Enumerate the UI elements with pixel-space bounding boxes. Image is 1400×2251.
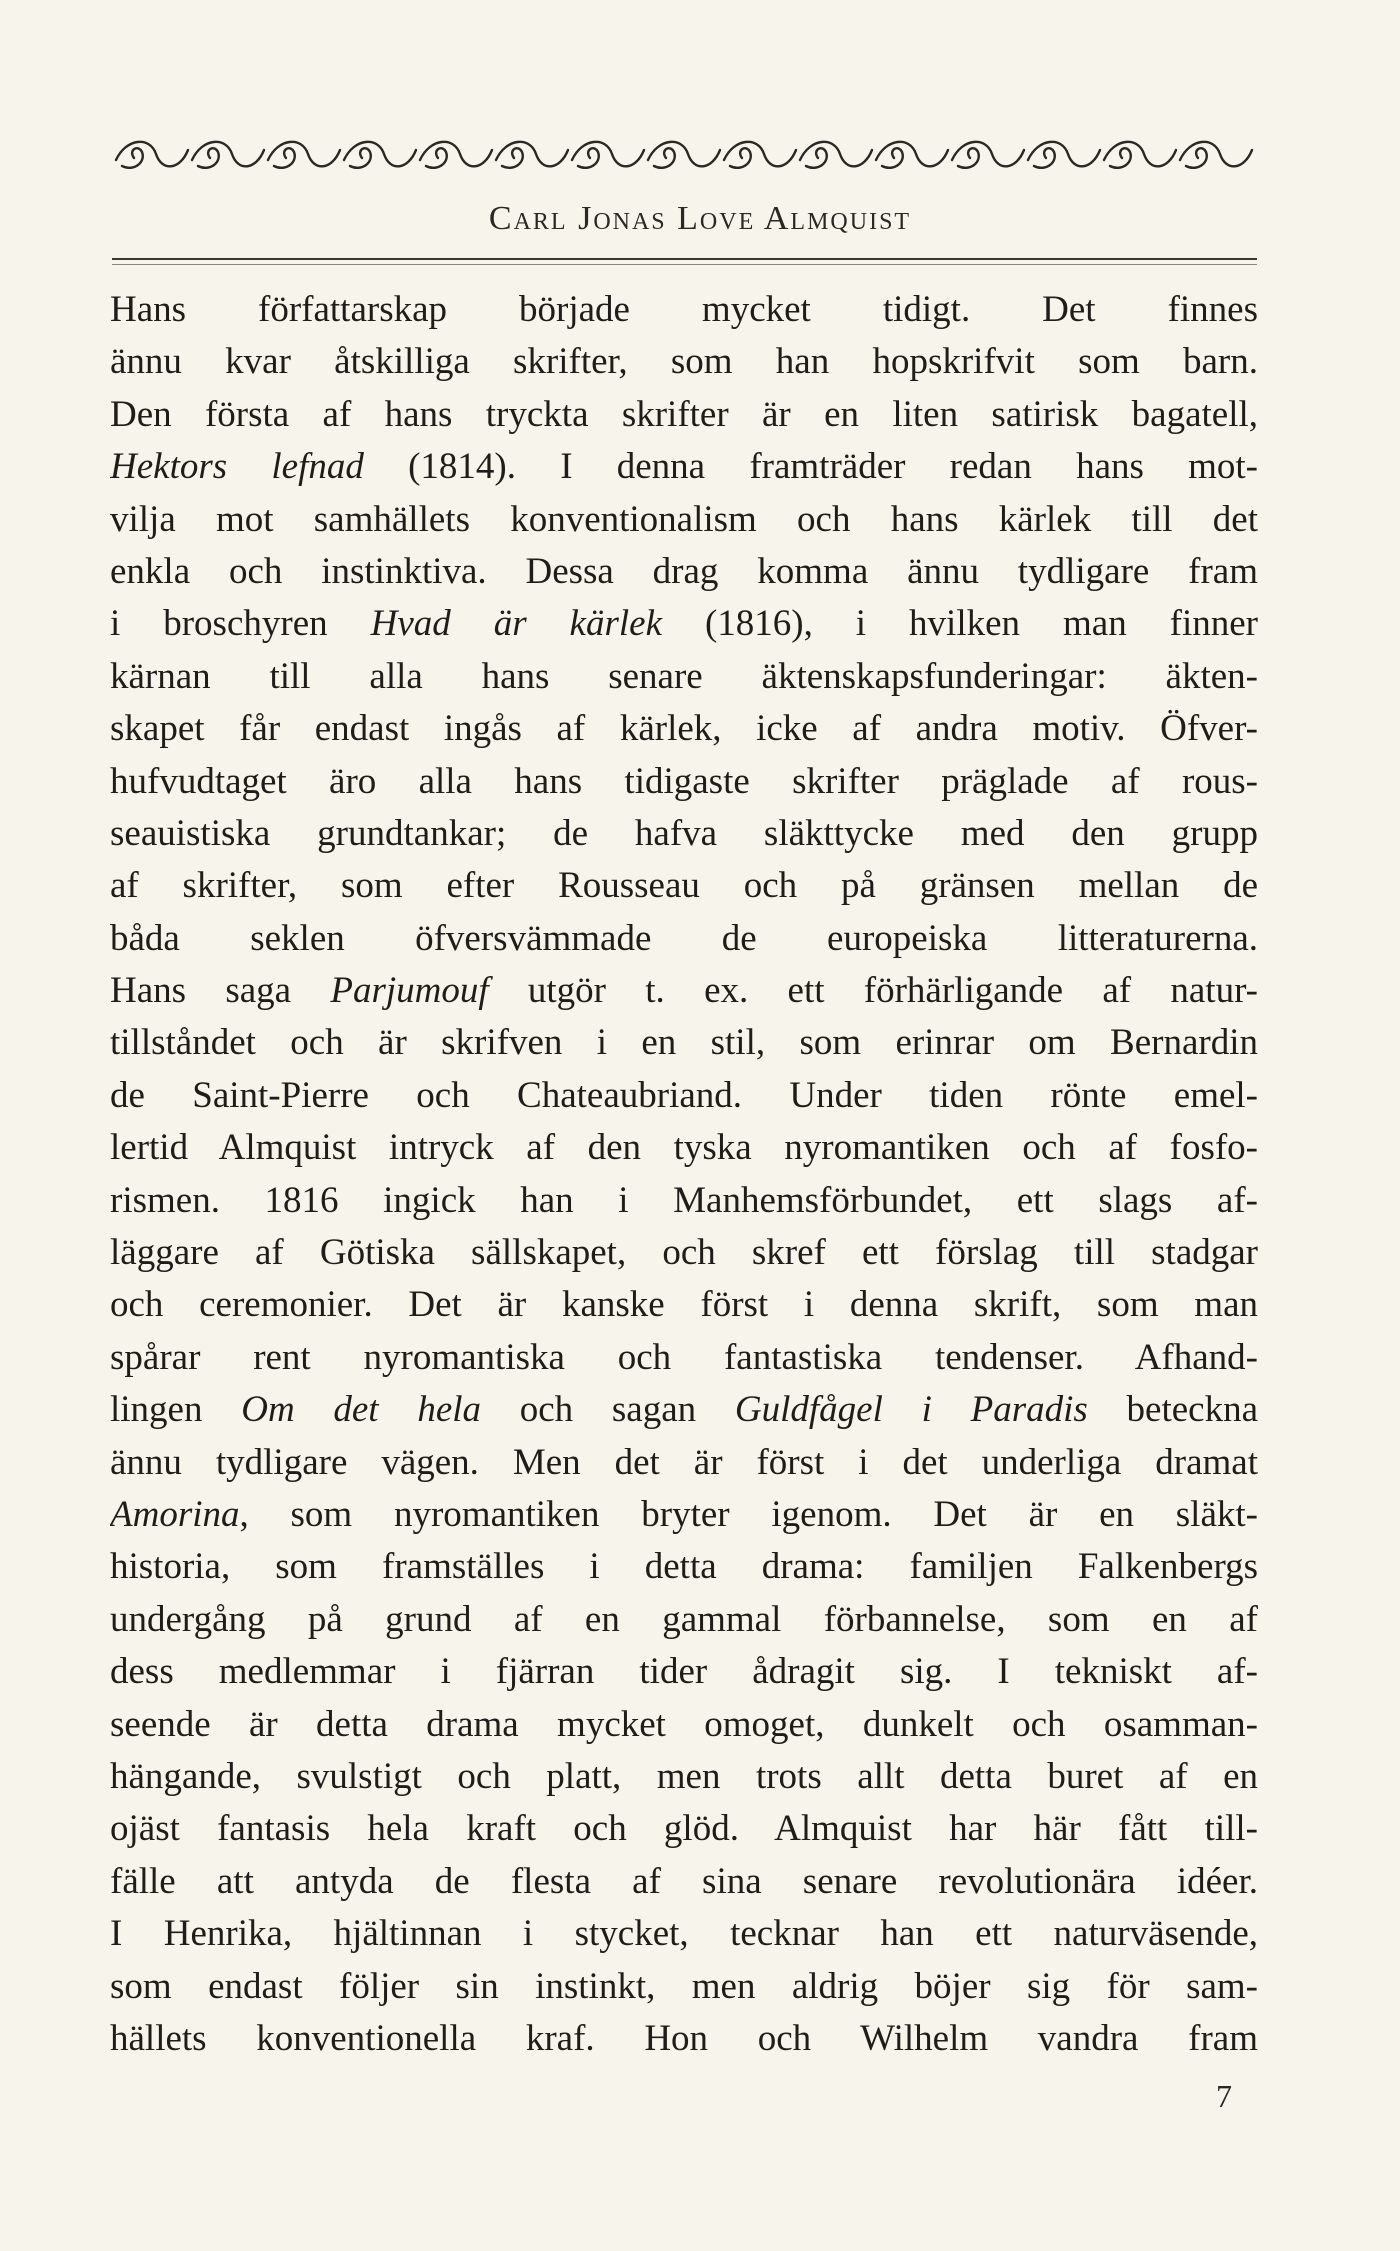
ornament-curl xyxy=(1034,148,1055,168)
ornament-swirl xyxy=(1180,142,1252,166)
text-line xyxy=(110,598,1258,650)
header-rule xyxy=(112,258,1257,260)
ornament-swirl xyxy=(724,142,796,166)
ornament-swirl xyxy=(344,142,416,166)
ornament-curl xyxy=(1110,148,1131,168)
ornament-swirl xyxy=(952,142,1024,166)
header-rule-thin xyxy=(112,264,1257,265)
ornament-curl xyxy=(578,148,599,168)
text-line xyxy=(110,1908,1258,1960)
text-line xyxy=(110,1122,1258,1174)
text-line xyxy=(110,965,1258,1017)
text-line xyxy=(110,1017,1258,1069)
text-line xyxy=(110,808,1258,860)
text-segment: (1814). I denna framträder redan hans mot- xyxy=(363,446,1258,488)
text-line xyxy=(110,1541,1258,1593)
text-segment: lingen xyxy=(110,1389,242,1431)
ornament-swirl xyxy=(648,142,720,166)
ornament-curl xyxy=(882,148,903,168)
text-line xyxy=(110,756,1258,808)
ornament-swirl xyxy=(1028,142,1100,166)
italic-title: Amorina xyxy=(110,1493,240,1535)
text-line xyxy=(110,1594,1258,1646)
ornament-curl xyxy=(502,148,523,168)
text-segment: Hans författarskap började mycket tidigt. Det finnes xyxy=(110,289,1258,330)
italic-title: Om det hela xyxy=(241,1389,482,1431)
text-segment: seauistiska grundtankar; de hafva släkttycke med den grupp xyxy=(110,812,1258,854)
text-segment: seende är detta drama mycket omoget, dunkelt och osamman- xyxy=(110,1703,1258,1745)
italic-title: Hektors lefnad xyxy=(110,446,364,488)
ornament-curl xyxy=(654,148,675,168)
ornament-curl xyxy=(730,148,751,168)
text-line xyxy=(110,1384,1258,1436)
text-segment: , som nyromantiken bryter igenom. Det är en släkt- xyxy=(239,1493,1258,1535)
text-segment: läggare af Götiska sällskapet, och skref ett förslag till stadgar xyxy=(110,1232,1258,1274)
ornament-swirl xyxy=(496,142,568,166)
running-title: Carl Jonas Love Almquist xyxy=(488,200,912,237)
text-segment: de Saint-Pierre och Chateaubriand. Under tiden rönte emel- xyxy=(110,1074,1258,1116)
ornament-swirl xyxy=(800,142,872,166)
text-line xyxy=(110,336,1258,388)
text-segment: undergång på grund af en gammal förbannelse, som en af xyxy=(110,1598,1258,1640)
text-segment: beteckna xyxy=(1087,1389,1258,1431)
text-segment: ännu kvar åtskilliga skrifter, som han hopskrifvit som barn. xyxy=(110,341,1258,383)
text-segment: fälle att antyda de flesta af sina senare revolutionära idéer. xyxy=(110,1860,1258,1902)
text-line xyxy=(110,389,1258,441)
text-segment: tillståndet och är skrifven i en stil, som erinrar om Bernardin xyxy=(110,1022,1258,1064)
ornament-swirl xyxy=(420,142,492,166)
text-line xyxy=(110,703,1258,755)
text-line xyxy=(110,546,1258,598)
text-line xyxy=(110,494,1258,546)
ornament-swirl xyxy=(116,142,188,166)
text-segment: skapet får endast ingås af kärlek, icke af andra motiv. Öfver- xyxy=(110,708,1258,750)
text-segment: lertid Almquist intryck af den tyska nyromantiken och af fosfo- xyxy=(110,1127,1258,1169)
ornament-curl xyxy=(198,148,219,168)
text-line xyxy=(110,1332,1258,1384)
text-line xyxy=(110,1646,1258,1698)
text-segment: rismen. 1816 ingick han i Manhemsförbundet, ett slags af- xyxy=(110,1179,1258,1221)
ornament-curl xyxy=(1186,148,1207,168)
ornament-curl xyxy=(426,148,447,168)
text-segment: hällets konventionella kraf. Hon och Wilhelm vandra fram xyxy=(110,2017,1258,2059)
ornament-swirl xyxy=(192,142,264,166)
text-segment: ojäst fantasis hela kraft och glöd. Almquist har här fått till- xyxy=(110,1808,1258,1850)
text-line xyxy=(110,1175,1258,1227)
ornament-curl xyxy=(274,148,295,168)
text-segment: hufvudtaget äro alla hans tidigaste skrifter präglade af rous- xyxy=(110,760,1258,802)
ornament-curl xyxy=(350,148,371,168)
italic-title: Parjumouf xyxy=(330,970,489,1012)
page-number: 7 xyxy=(1216,2078,1232,2114)
text-line xyxy=(110,1279,1258,1331)
text-segment: och sagan xyxy=(481,1389,735,1431)
italic-title: Guldfågel i Paradis xyxy=(734,1389,1088,1431)
text-line xyxy=(110,1437,1258,1489)
text-line xyxy=(110,1961,1258,2013)
text-segment: i broschyren xyxy=(110,603,371,645)
text-segment: hängande, svulstigt och platt, men trots allt detta buret af en xyxy=(110,1755,1258,1797)
text-segment: (1816), i hvilken man finner xyxy=(662,603,1258,645)
text-segment: Hans saga xyxy=(110,970,331,1012)
text-segment: af skrifter, som efter Rousseau och på gränsen mellan de xyxy=(110,865,1258,907)
ornament-swirl xyxy=(268,142,340,166)
ornament-swirl xyxy=(1104,142,1176,166)
text-segment: båda seklen öfversvämmade de europeiska litteraturerna. xyxy=(110,917,1258,959)
text-segment: ännu tydligare vägen. Men det är först i det underliga dramat xyxy=(110,1441,1258,1483)
text-segment: utgör t. ex. ett förhärligande af natur- xyxy=(488,970,1258,1012)
text-line xyxy=(110,441,1258,493)
text-line xyxy=(110,1751,1258,1803)
body-text xyxy=(110,284,1258,2065)
text-line xyxy=(110,1699,1258,1751)
ornament-swirl xyxy=(876,142,948,166)
text-segment: historia, som framställes i detta drama: familjen Falkenbergs xyxy=(110,1546,1258,1588)
text-line xyxy=(110,1227,1258,1279)
italic-title: Hvad är kärlek xyxy=(370,603,662,645)
text-line xyxy=(110,1489,1258,1541)
text-line xyxy=(110,651,1258,703)
text-segment: kärnan till alla hans senare äktenskapsfunderingar: äkten- xyxy=(110,655,1258,697)
text-line xyxy=(110,913,1258,965)
text-line xyxy=(110,1803,1258,1855)
text-segment: Den första af hans tryckta skrifter är en liten satirisk bagatell, xyxy=(110,393,1258,435)
text-line xyxy=(110,1856,1258,1908)
ornament-swirl xyxy=(572,142,644,166)
ornament-curl xyxy=(122,148,143,168)
text-segment: I Henrika, hjältinnan i stycket, tecknar han ett naturväsende, xyxy=(110,1913,1258,1955)
text-segment: som endast följer sin instinkt, men aldrig böjer sig för sam- xyxy=(110,1965,1258,2007)
text-segment: dess medlemmar i fjärran tider ådragit sig. I tekniskt af- xyxy=(110,1651,1258,1693)
text-segment: spårar rent nyromantiska och fantastiska tendenser. Afhand- xyxy=(110,1336,1258,1378)
text-segment: och ceremonier. Det är kanske först i denna skrift, som man xyxy=(110,1284,1258,1326)
text-line xyxy=(110,284,1258,336)
text-segment: vilja mot samhällets konventionalism och hans kärlek till det xyxy=(110,498,1258,540)
interlaced-vine-ornament-icon xyxy=(112,132,1257,176)
ornament-curl xyxy=(958,148,979,168)
text-line xyxy=(110,860,1258,912)
text-line xyxy=(110,1070,1258,1122)
text-line xyxy=(110,2013,1258,2065)
text-segment: enkla och instinktiva. Dessa drag komma ännu tydligare fram xyxy=(110,550,1258,592)
ornament-curl xyxy=(806,148,827,168)
